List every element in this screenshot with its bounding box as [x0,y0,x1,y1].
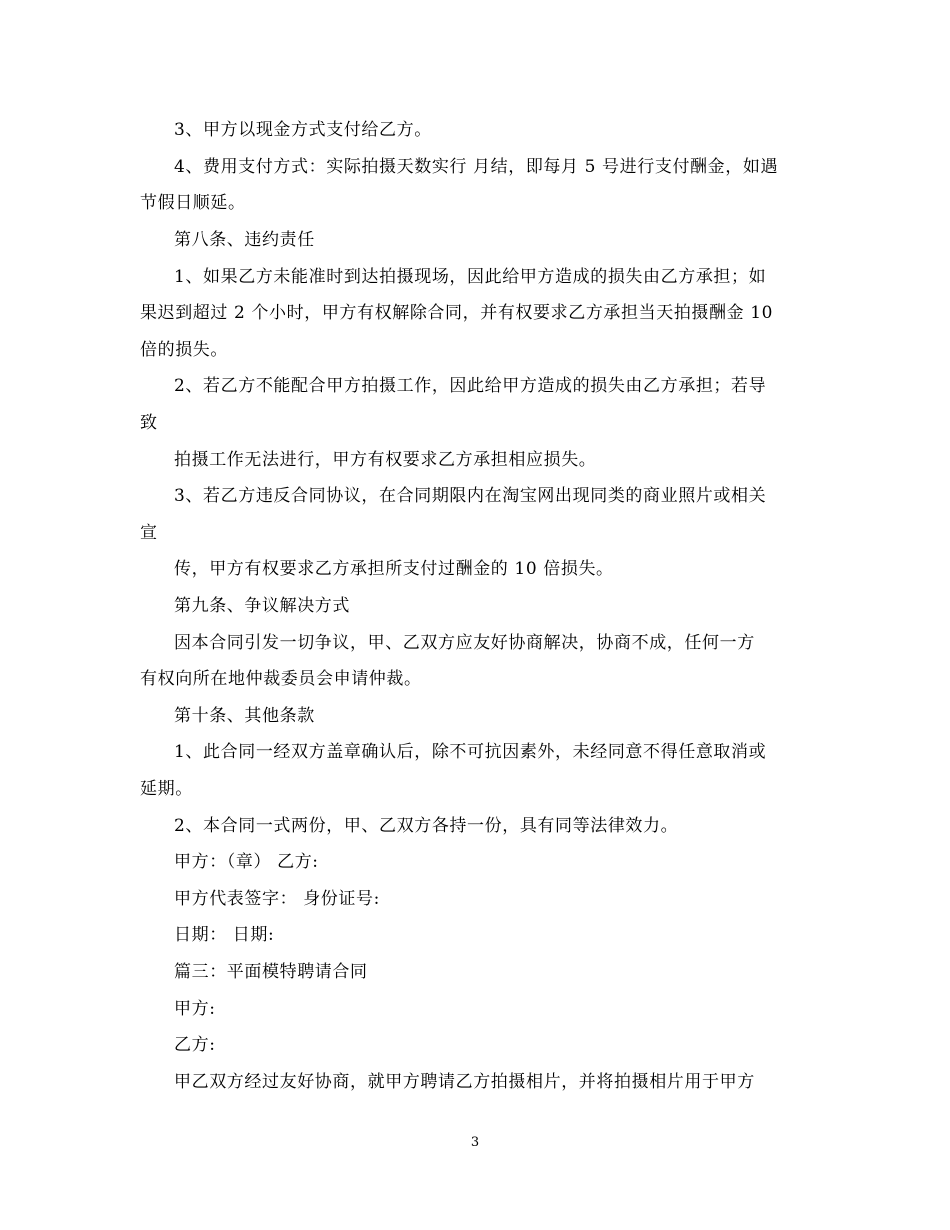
text-line: 1、如果乙方未能准时到达拍摄现场，因此给甲方造成的损失由乙方承担；如 [174,267,767,287]
text-line: 延期。 [140,779,193,799]
text-line: 1、此合同一经双方盖章确认后，除不可抗因素外，未经同意不得任意取消或 [174,742,767,762]
section-heading: 篇三：平面模特聘请合同 [174,962,368,982]
text-line: 2、本合同一式两份，甲、乙双方各持一份，具有同等法律效力。 [174,816,679,836]
text-line: 3、若乙方违反合同协议，在合同期限内在淘宝网出现同类的商业照片或相关 [174,486,767,506]
section-heading: 第八条、违约责任 [174,230,315,250]
text-line: 甲乙双方经过友好协商，就甲方聘请乙方拍摄相片，并将拍摄相片用于甲方 [174,1072,755,1092]
party-line: 乙方: [174,1035,216,1055]
signature-line: 甲方：（章） 乙方: [174,852,319,872]
text-line: 果迟到超过 2 个小时，甲方有权解除合同，并有权要求乙方承担当天拍摄酬金 10 [140,303,774,323]
section-heading: 第十条、其他条款 [174,706,315,726]
text-line: 3、甲方以现金方式支付给乙方。 [174,120,432,140]
text-line: 宣 [140,523,158,543]
text-line: 致 [140,413,158,433]
party-line: 甲方: [174,999,216,1019]
text-line: 倍的损失。 [140,340,228,360]
section-heading: 第九条、争议解决方式 [174,596,350,616]
text-line: 4、费用支付方式：实际拍摄天数实行 月结，即每月 5 号进行支付酬金，如遇 [174,157,779,177]
page-number: 3 [470,1135,480,1150]
date-line: 日期： 日期: [174,925,275,945]
text-line: 传，甲方有权要求乙方承担所支付过酬金的 10 倍损失。 [174,559,614,579]
text-line: 有权向所在地仲裁委员会申请仲裁。 [140,669,422,689]
text-line: 因本合同引发一切争议，甲、乙双方应友好协商解决，协商不成，任何一方 [174,633,755,653]
signature-line: 甲方代表签字： 身份证号: [174,889,380,909]
text-line: 节假日顺延。 [140,193,246,213]
text-line: 2、若乙方不能配合甲方拍摄工作，因此给甲方造成的损失由乙方承担；若导 [174,376,767,396]
text-line: 拍摄工作无法进行，甲方有权要求乙方承担相应损失。 [174,450,597,470]
